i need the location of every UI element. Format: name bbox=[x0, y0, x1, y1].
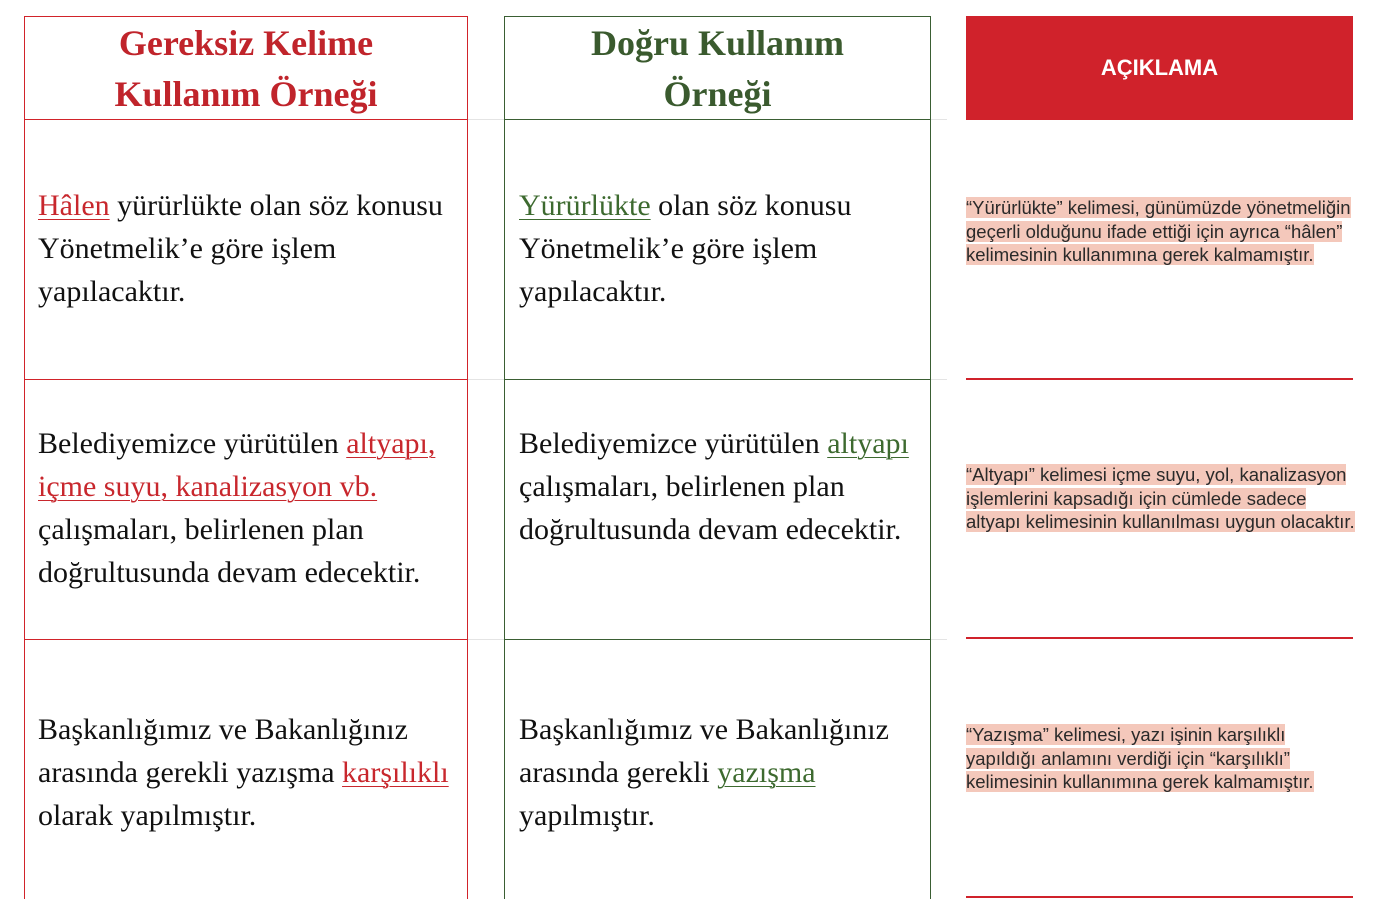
divider bbox=[468, 119, 504, 120]
explanation-divider bbox=[966, 378, 1353, 380]
header-correct-title: Doğru Kullanım Örneği bbox=[590, 22, 845, 114]
header-correct-usage bbox=[504, 16, 931, 120]
sentence-rest: çalışmaları, belirlenen plan doğrultusunda devam edecektir. bbox=[38, 513, 421, 589]
divider bbox=[24, 119, 468, 120]
sentence-rest: olan söz konusu Yönetmelik’e göre işlem yapılacaktır. bbox=[519, 189, 852, 308]
correct-example-1 bbox=[519, 184, 924, 313]
divider bbox=[468, 639, 504, 640]
sentence-start: Başkanlığımız ve Bakanlığınız arasında gerekli bbox=[519, 713, 889, 789]
redundant-word: Hâlen bbox=[38, 189, 110, 222]
correct-word: altyapı bbox=[827, 427, 909, 460]
redundant-word: karşılıklı bbox=[342, 756, 449, 789]
explanation-text: “Yazışma” kelimesi, yazı işinin karşılıklı yapıldığı anlamını verdiği için “karşılıklı” kelimesinin kullanımına gerek kalmamıştır. bbox=[966, 724, 1314, 793]
sentence-rest: çalışmaları, belirlenen plan doğrultusunda devam edecektir. bbox=[519, 470, 902, 546]
correct-example-3 bbox=[519, 708, 924, 837]
divider bbox=[931, 119, 947, 120]
wrong-example-1 bbox=[38, 184, 463, 313]
sentence-rest: yapılmıştır. bbox=[519, 799, 655, 832]
wrong-example-3 bbox=[38, 708, 463, 837]
wrong-example-2 bbox=[38, 422, 463, 594]
divider bbox=[504, 119, 931, 120]
sentence-rest: olarak yapılmıştır. bbox=[38, 799, 257, 832]
correct-example-2 bbox=[519, 422, 924, 551]
divider bbox=[24, 639, 468, 640]
explanation-divider bbox=[966, 637, 1353, 639]
correct-word: Yürürlükte bbox=[519, 189, 651, 222]
sentence-start: Belediyemizce yürütülen bbox=[519, 427, 828, 460]
explanation-1 bbox=[966, 196, 1356, 267]
divider bbox=[468, 379, 504, 380]
divider bbox=[504, 379, 931, 380]
explanation-text: “Altyapı” kelimesi içme suyu, yol, kanalizasyon işlemlerini kapsadığı için cümlede sadece altyapı kelimesinin kullanılması uygun olacaktır. bbox=[966, 464, 1355, 533]
divider bbox=[504, 639, 931, 640]
header-wrong-usage bbox=[24, 16, 468, 120]
header-wrong-title: Gereksiz Kelime Kullanım Örneği bbox=[114, 22, 378, 114]
divider bbox=[931, 639, 947, 640]
redundant-words: altyapı, içme suyu, kanalizasyon vb. bbox=[38, 427, 436, 503]
header-explanation-title: AÇIKLAMA bbox=[1100, 55, 1219, 80]
header-explanation bbox=[966, 16, 1353, 120]
correct-word: yazışma bbox=[717, 756, 816, 789]
sentence-rest: yürürlükte olan söz konusu Yönetmelik’e göre işlem yapılacaktır. bbox=[38, 189, 443, 308]
divider bbox=[24, 379, 468, 380]
divider bbox=[931, 379, 947, 380]
explanation-text: “Yürürlükte” kelimesi, günümüzde yönetmeliğin geçerli olduğunu ifade ettiği için ayrıca “hâlen” kelimesinin kullanımına gerek kalmamıştır. bbox=[966, 197, 1351, 266]
explanation-2 bbox=[966, 463, 1356, 534]
sentence-start: Başkanlığımız ve Bakanlığınız arasında gerekli yazışma bbox=[38, 713, 408, 789]
explanation-3 bbox=[966, 723, 1356, 794]
sentence-start: Belediyemizce yürütülen bbox=[38, 427, 347, 460]
explanation-divider bbox=[966, 896, 1353, 898]
